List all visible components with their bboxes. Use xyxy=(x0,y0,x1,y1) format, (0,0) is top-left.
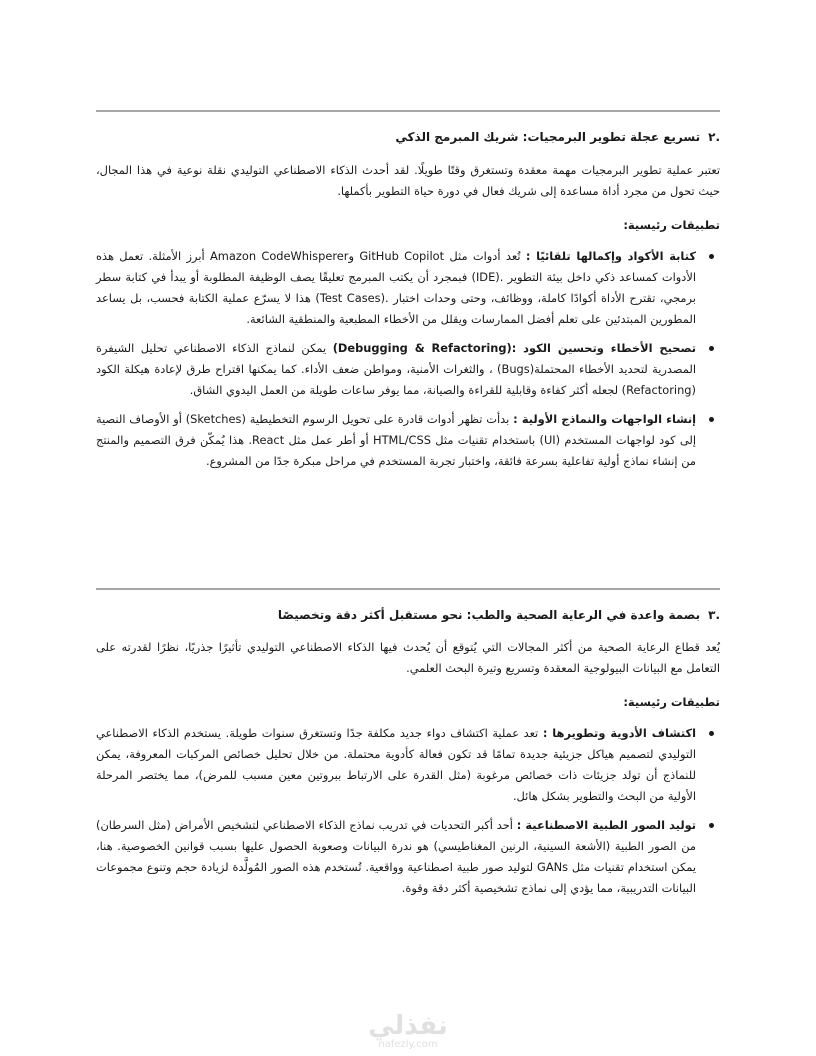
item-term: توليد الصور الطبية الاصطناعية : xyxy=(516,818,697,832)
bullet-icon xyxy=(709,346,714,351)
watermark-arabic: نفذلي xyxy=(368,1011,448,1041)
list-item xyxy=(96,723,720,807)
item-term: اكتشاف الأدوية وتطويرها : xyxy=(542,726,697,740)
item-body: أحد أكبر التحديات في تدريب نماذج الذكاء الاصطناعي لتشخيص الأمراض (مثل السرطان) من الصور الطبية (الأشعة السينية، الرنين المغناطيسي) هو ندرة البيانات وصعوبة الحصول عليها بسبب قوانين الخصوصية. هنا، يمكن استخدام تقنيات مثل GANs لتوليد صور طبية اصطناعية وواقعية. تُستخدم هذه الصور المُولَّدة لزيادة حجم وتنوع مجموعات البيانات التدريبية، مما يؤدي إلى نماذج تشخيصية أكثر دقة وقوة. xyxy=(96,818,696,895)
section-3-list xyxy=(96,723,720,907)
section-divider xyxy=(96,588,720,590)
section-divider xyxy=(96,110,720,112)
applications-heading: تطبيقات رئيسية: xyxy=(623,695,720,709)
item-term: تصحيح الأخطاء وتحسين الكود :(Debugging & Refactoring) xyxy=(332,341,697,355)
section-title: بصمة واعدة في الرعاية الصحية والطب: نحو مستقبل أكثر دقة وتخصيصًا xyxy=(277,608,701,622)
section-2-list xyxy=(96,246,720,480)
watermark-latin: nafezly.com xyxy=(378,1039,438,1050)
section-3-heading xyxy=(120,607,720,623)
watermark-logo xyxy=(350,1012,466,1050)
section-3-intro: يُعد قطاع الرعاية الصحية من أكثر المجالات التي يُتوقع أن يُحدث فيها الذكاء الاصطناعي التوليدي تأثيرًا جذريًا، نظرًا لقدرته على التعامل مع البيانات البيولوجية المعقدة وتسريع وتيرة البحث العلمي. xyxy=(96,640,720,675)
section-2-intro: تعتبر عملية تطوير البرمجيات مهمة معقدة وتستغرق وقتًا طويلًا. لقد أحدث الذكاء الاصطناعي التوليدي نقلة نوعية في هذا المجال، حيث تحول من مجرد أداة مساعدة إلى شريك فعال في دورة حياة التطوير بأكملها. xyxy=(96,163,720,198)
section-number: .٢ xyxy=(708,130,720,144)
section-title: تسريع عجلة تطوير البرمجيات: شريك المبرمج الذكي xyxy=(395,130,701,144)
item-body: تُعد أدوات مثل GitHub Copilot وAmazon CodeWhisperer أبرز الأمثلة. تعمل هذه الأدوات كمساعد ذكي داخل بيئة التطوير .(IDE) فبمجرد أن يكتب المبرمج تعليقًا يصف الوظيفة المطلوبة أو يبدأ في كتابة سطر برمجي، تقترح الأداة أكوادًا كاملة، ووظائف، وحتى وحدات اختبار .(Test Cases) هذا لا يسرّع عملية الكتابة فحسب، بل يساعد المطورين المبتدئين على تعلم أفضل الممارسات ويقلل من الأخطاء المطبعية والمنطقية الشائعة. xyxy=(96,249,696,326)
bullet-icon xyxy=(709,731,714,736)
item-body: تعد عملية اكتشاف دواء جديد مكلفة جدًا وتستغرق سنوات طويلة. يستخدم الذكاء الاصطناعي التوليدي لتصميم هياكل جزيئية جديدة تمامًا قد تكون فعالة كأدوية محتملة. من خلال تحليل خصائص المركبات المعروفة، يمكن للنماذج أن تولد جزيئات ذات خصائص مرغوبة (مثل القدرة على الارتباط ببروتين معين مسبب للمرض)، مما يختصر المرحلة الأولية من البحث والتطوير بشكل هائل. xyxy=(96,726,696,803)
item-term: كتابة الأكواد وإكمالها تلقائيًا : xyxy=(525,249,696,263)
bullet-icon xyxy=(709,417,714,422)
list-item xyxy=(96,815,720,899)
section-2-heading xyxy=(120,129,720,145)
section-number: .٣ xyxy=(708,608,720,622)
bullet-icon xyxy=(709,823,714,828)
item-body: بدأت تظهر أدوات قادرة على تحويل الرسوم التخطيطية (Sketches) أو الأوصاف النصية إلى كود لواجهات المستخدم (UI) باستخدام تقنيات مثل HTML/CSS أو أطر عمل مثل React. هذا يُمكّن فرق التصميم والمنتج من إنشاء نماذج أولية تفاعلية بسرعة فائقة، واختبار تجربة المستخدم في مراحل مبكرة جدًا من المشروع. xyxy=(96,412,696,468)
list-item xyxy=(96,409,720,472)
list-item xyxy=(96,246,720,330)
bullet-icon xyxy=(709,254,714,259)
applications-heading: تطبيقات رئيسية: xyxy=(623,218,720,232)
list-item xyxy=(96,338,720,401)
item-term: إنشاء الواجهات والنماذج الأولية : xyxy=(513,412,697,426)
item-body: يمكن لنماذج الذكاء الاصطناعي تحليل الشيفرة المصدرية لتحديد الأخطاء المحتملة(Bugs) ، والثغرات الأمنية، ومواطن ضعف الأداء. كما يمكنها اقتراح طرق لإعادة هيكلة الكود (Refactoring) لجعله أكثر كفاءة وقابلية للقراءة والصيانة، مما يوفر ساعات طويلة من العمل اليدوي الشاق. xyxy=(96,341,696,397)
